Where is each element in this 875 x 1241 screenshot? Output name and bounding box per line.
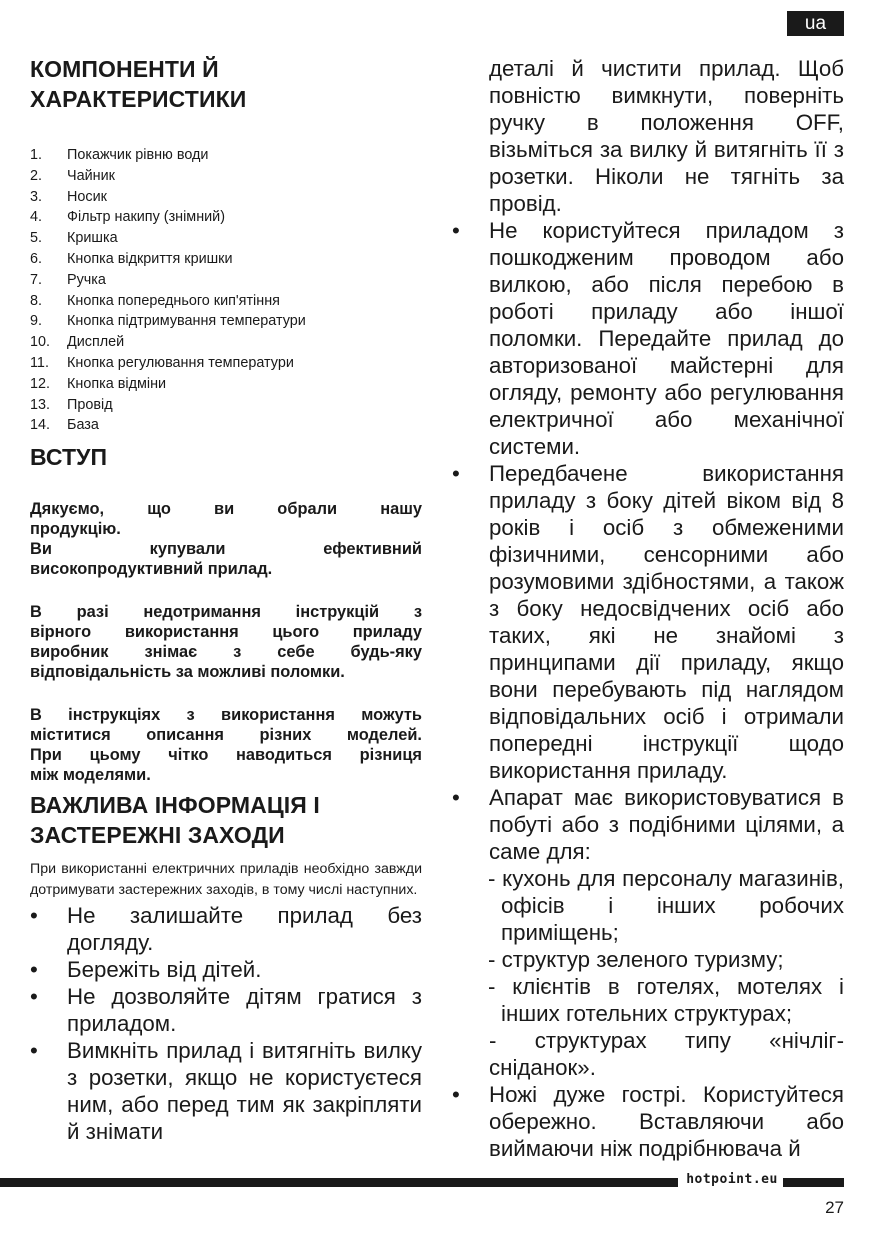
bullet-continuation: деталі й чистити прилад. Щоб повністю вимкнути, поверніть ручку в положення OFF, візьміться за вилку й витягніть її з розетки. Ніколи не тягніть за провід.	[489, 56, 844, 216]
sublist-item: - клієнтів в готелях, мотелях і інших готельних структурах;	[488, 974, 844, 1026]
list-item: • Не користуйтеся приладом з пошкодженим проводом або вилкою, або після перебою в роботі приладу або іншої поломки. Передайте прилад до авторизованої майстерні для огляду, ремонту або регулювання електричної або механічної системи.	[452, 218, 844, 459]
safety-bullets-left	[30, 902, 422, 1145]
list-item: 13. Провід	[30, 396, 113, 413]
list-item: 2. Чайник	[30, 167, 115, 184]
language-badge: ua	[787, 11, 844, 36]
components-title-line2: ХАРАКТЕРИСТИКИ	[30, 86, 247, 112]
components-title-line1: КОМПОНЕНТИ Й	[30, 56, 219, 82]
sublist-item: - кухонь для персоналу магазинів, офісів і інших робочих приміщень;	[488, 866, 844, 945]
intro-paragraph-3: В інструкціях з використання можуть міститися описання різних моделей. При цьому чітко наводиться різниця між моделями.	[30, 706, 422, 785]
safety-bullets-right	[452, 217, 844, 1162]
safety-title-line2: ЗАСТЕРЕЖНІ ЗАХОДИ	[30, 822, 285, 849]
intro-paragraph-2: В разі недотримання інструкцій з вірного використання цього приладу виробник знімає з себе будь-яку відповідальність за можливі поломки.	[30, 603, 422, 682]
list-item: 6. Кнопка відкриття кришки	[30, 250, 233, 267]
list-item: 12. Кнопка відміни	[30, 375, 167, 392]
intro-title: ВСТУП	[30, 444, 108, 471]
list-item: 1. Покажчик рівню води	[30, 147, 209, 163]
list-item: • Ножі дуже гострі. Користуйтеся обережно. Вставляючи або виймаючи ніж подрібнювача й	[452, 1082, 844, 1161]
list-item: • Передбачене використання приладу з боку дітей віком від 8 років і осіб з обмеженими фізичними, сенсорними або розумовими здібностями, а також з боку недосвідчених осіб або таких, які не знайомі з принципами дії приладу, якщо вони перебувають під наглядом відповідальних осіб і отримали попередні інструкції щодо використання приладу.	[452, 461, 844, 783]
list-item: 9. Кнопка підтримування температури	[30, 313, 306, 330]
footer-rule-left	[0, 1178, 678, 1187]
list-item: 7. Ручка	[30, 271, 106, 288]
components-list	[30, 145, 422, 436]
sublist-item: - структурах типу «нічліг-сніданок».	[489, 1028, 844, 1080]
sublist-item: - структур зеленого туризму;	[488, 947, 784, 972]
list-item: • Не дозволяйте дітям гратися з приладом.	[30, 984, 422, 1037]
page-number: 27	[825, 1198, 844, 1217]
list-item: • Апарат має використовуватися в побуті або з подібними цілями, а саме для: - кухонь для персоналу магазинів, офісів і інших робочих приміщень; - структур зеленого туризму; - клієнтів в готелях, мотелях і інших готельних структурах; - структурах типу «нічліг-сніданок».	[452, 785, 844, 1080]
intro-paragraph-1: Дякуємо, що ви обрали нашу продукцію. Ви купували ефективний високопродуктивний прилад.	[30, 500, 422, 579]
list-item: 10. Дисплей	[30, 334, 125, 351]
footer-brand: hotpoint.eu	[686, 1172, 778, 1187]
safety-lead: При використанні електричних приладів необхідно завжди дотримувати застережних заходів, в тому числі наступних.	[30, 861, 422, 899]
list-item: • Бережіть від дітей.	[30, 957, 262, 983]
list-item: 8. Кнопка попереднього кип'ятіння	[30, 292, 280, 309]
list-item: 5. Кришка	[30, 230, 118, 247]
list-item: 4. Фільтр накипу (знімний)	[30, 209, 226, 226]
footer-rule-right	[783, 1178, 844, 1187]
list-item: 3. Носик	[30, 188, 107, 205]
left-column	[30, 54, 422, 1145]
safety-title-line1: ВАЖЛИВА ІНФОРМАЦІЯ І	[30, 792, 320, 819]
list-item: 11. Кнопка регулювання температури	[30, 354, 294, 371]
list-item: • Не залишайте прилад без догляду.	[30, 903, 422, 956]
list-item: • Вимкніть прилад і витягніть вилку з розетки, якщо не користуєтеся ним, або перед тим як закріпляти й знімати	[30, 1038, 422, 1145]
components-title	[30, 54, 422, 114]
safety-title	[30, 790, 422, 850]
right-column	[452, 55, 844, 1162]
list-item: 14. База	[30, 417, 99, 434]
